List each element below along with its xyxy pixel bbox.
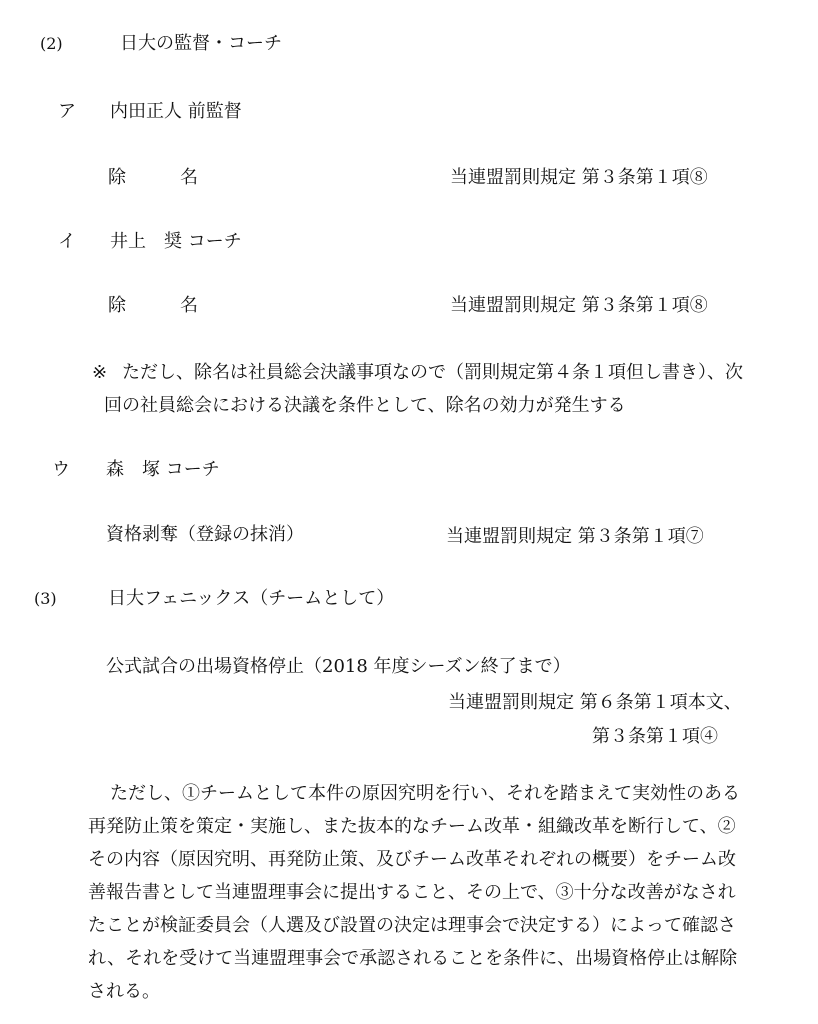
item-i-marker: イ (58, 231, 76, 252)
paragraph-line-2: 再発防止策を策定・実施し、また抜本的なチーム改革・組織改革を断行して、② (88, 816, 736, 837)
item-u-marker: ウ (52, 459, 70, 480)
paragraph-line-5: たことが検証委員会（人選及び設置の決定は理事会で決定する）によって確認さ (88, 915, 736, 936)
note-mark: ※ (92, 362, 108, 383)
paragraph-line-1: ただし、①チームとして本件の原因究明を行い、それを踏まえて実効性のある (110, 783, 740, 804)
section-3-title: 日大フェニックス（チームとして） (108, 588, 395, 609)
note-line-2: 回の社員総会における決議を条件として、除名の効力が発生する (104, 395, 626, 416)
item-u-rule: 当連盟罰則規定 第３条第１項⑦ (446, 526, 704, 547)
item-a-name: 内田正人 前監督 (110, 101, 242, 122)
section-3-rule-line-1: 当連盟罰則規定 第６条第１項本文、 (448, 692, 742, 713)
paragraph-line-4: 善報告書として当連盟理事会に提出すること、その上で、③十分な改善がなされ (88, 882, 736, 903)
section-3-penalty: 公式試合の出場資格停止（2018 年度シーズン終了まで） (106, 656, 571, 677)
item-a-penalty: 除 名 (108, 167, 198, 188)
section-2-title: 日大の監督・コーチ (120, 33, 282, 54)
paragraph-line-7: される。 (88, 981, 160, 1002)
note-line-1: ただし、除名は社員総会決議事項なので（罰則規定第４条１項但し書き）、次 (122, 362, 743, 383)
item-a-marker: ア (58, 101, 76, 122)
paragraph-line-3: その内容（原因究明、再発防止策、及びチーム改革それぞれの概要）をチーム改 (88, 849, 736, 870)
item-i-penalty: 除 名 (108, 295, 198, 316)
section-3-rule-line-2: 第３条第１項④ (592, 726, 718, 747)
section-2-number: (2) (40, 34, 63, 53)
paragraph-line-6: れ、それを受けて当連盟理事会で承認されることを条件に、出場資格停止は解除 (88, 948, 738, 969)
item-u-name: 森 塚 コーチ (106, 459, 220, 480)
item-u-penalty: 資格剥奪（登録の抹消） (106, 524, 304, 545)
item-i-rule: 当連盟罰則規定 第３条第１項⑧ (450, 295, 708, 316)
item-a-rule: 当連盟罰則規定 第３条第１項⑧ (450, 167, 708, 188)
section-3-number: (3) (34, 589, 57, 608)
item-i-name: 井上 奨 コーチ (110, 231, 242, 252)
